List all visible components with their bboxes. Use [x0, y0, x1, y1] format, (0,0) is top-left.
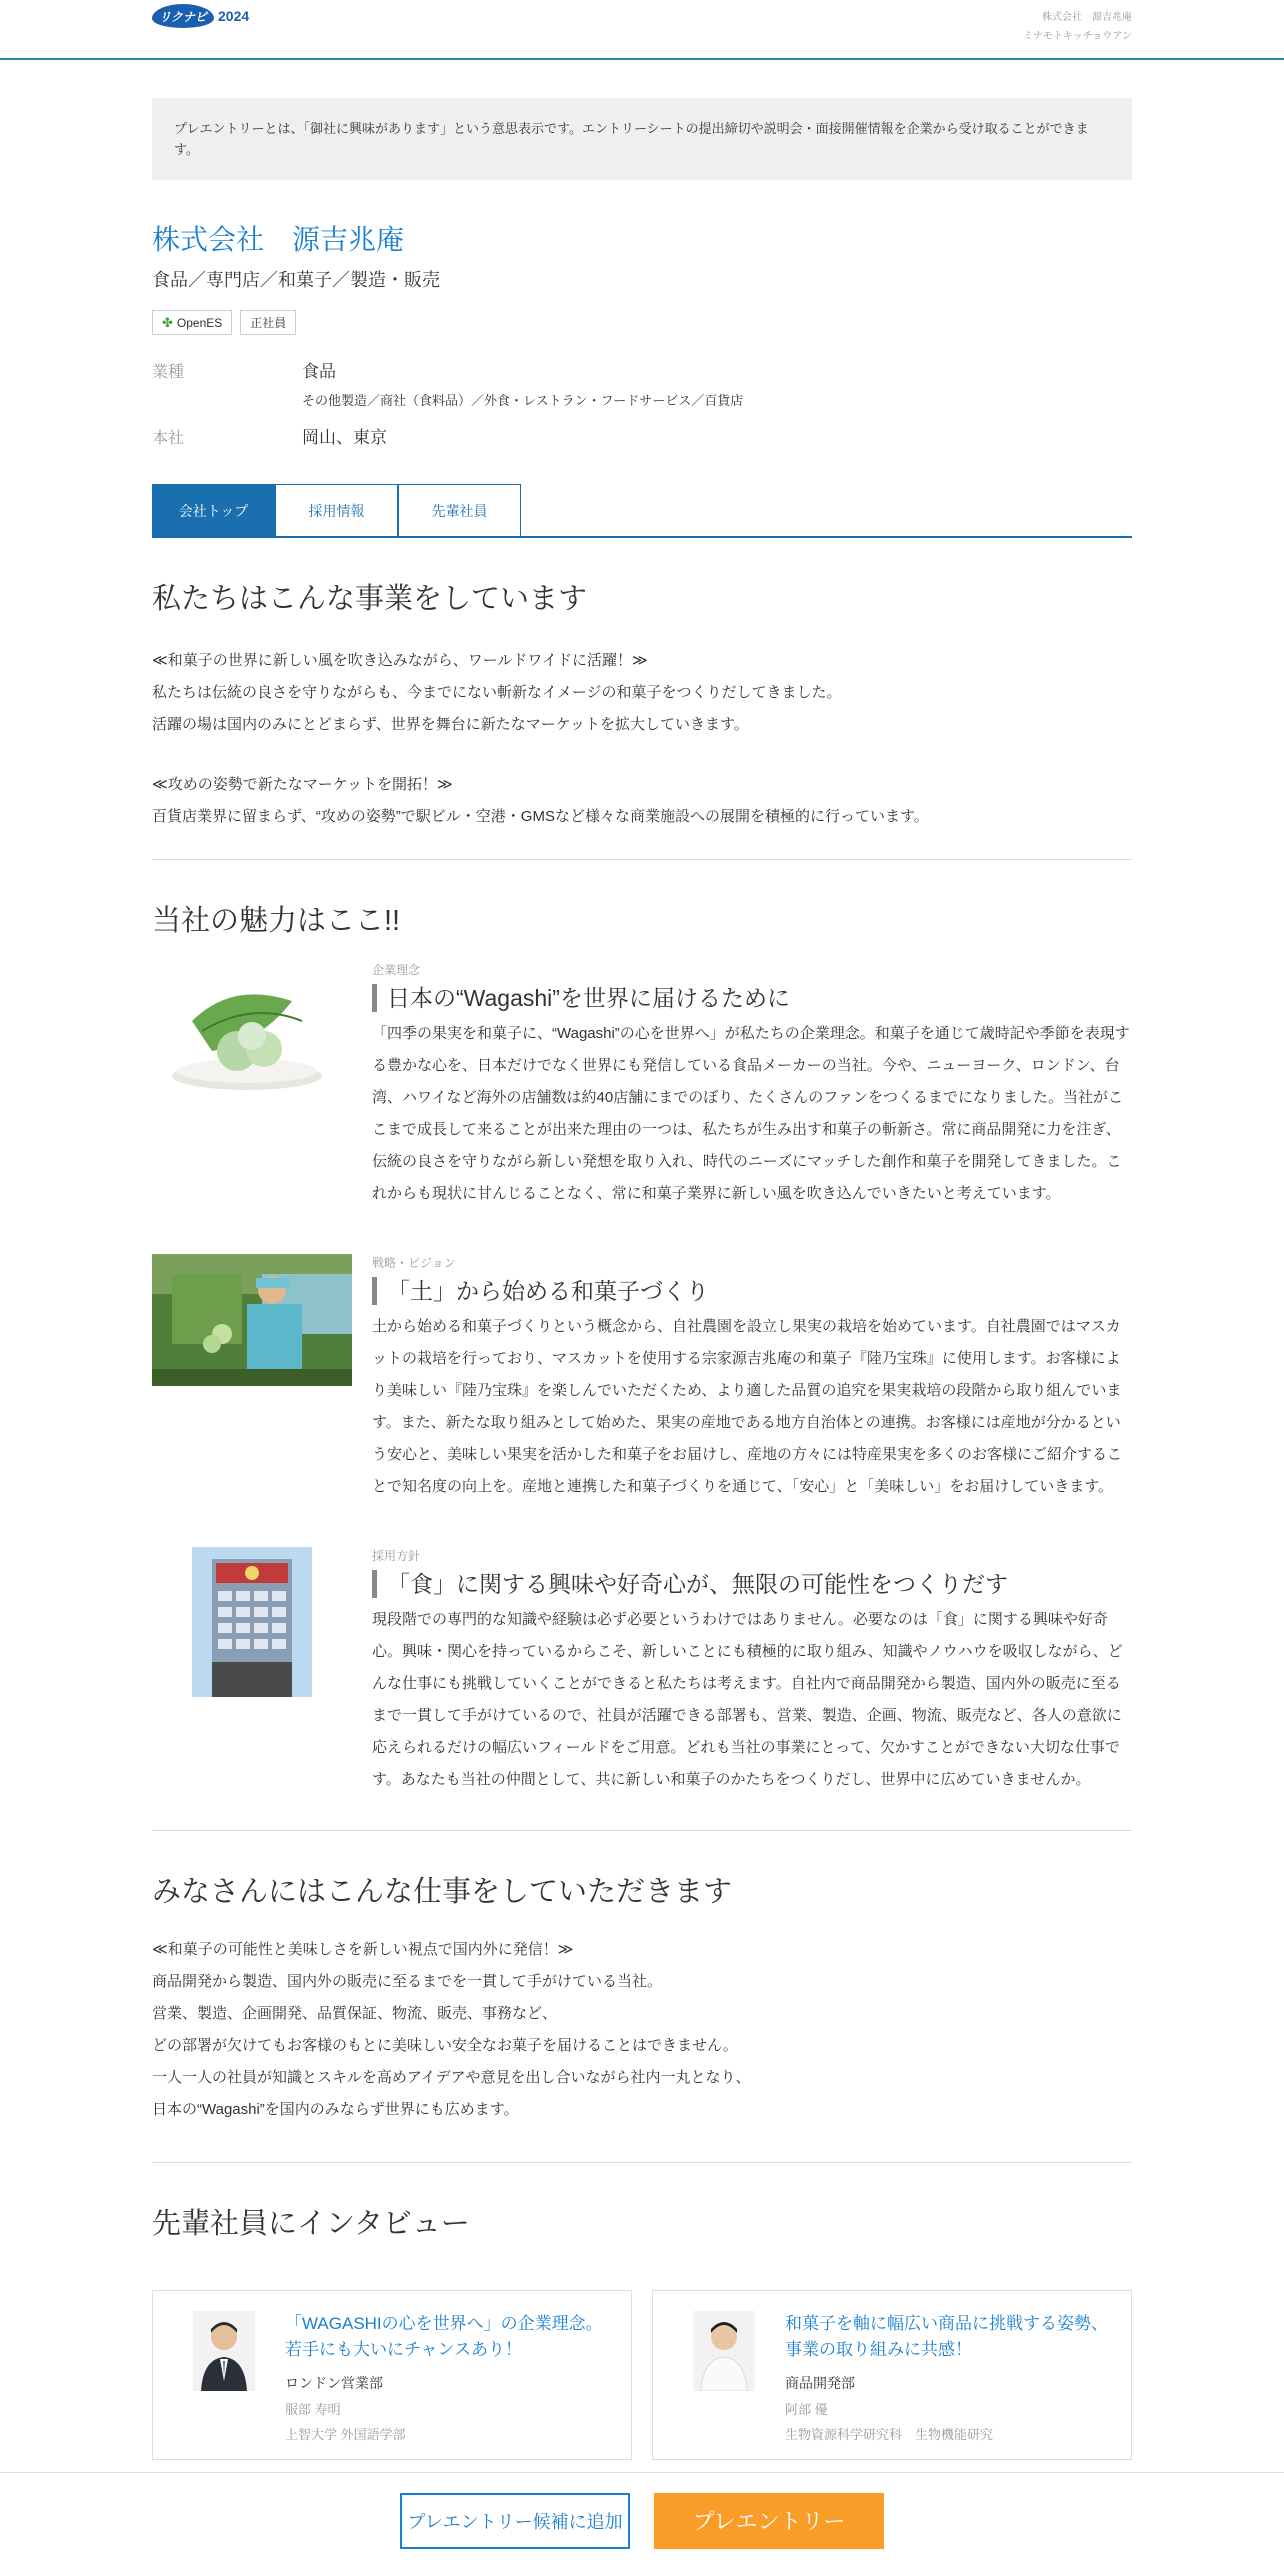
- tab-recruit-info[interactable]: 採用情報: [275, 484, 398, 536]
- interview-card[interactable]: [152, 2290, 632, 2460]
- divider: [152, 1830, 1132, 1831]
- feature-hiring: [152, 1547, 1132, 1796]
- clover-icon: ✤: [162, 314, 173, 330]
- preentry-button[interactable]: プレエントリー: [654, 2493, 884, 2549]
- industry-row: [152, 357, 1132, 409]
- rikunabi-logo[interactable]: [152, 4, 249, 28]
- divider: [152, 2162, 1132, 2163]
- header-company-kana: ミナモトキッチョウアン: [1022, 31, 1132, 42]
- employee-dept: ロンドン営業部: [285, 2375, 383, 2391]
- tab-company-top[interactable]: 会社トップ: [152, 484, 275, 536]
- industry-main: 食品: [302, 362, 336, 381]
- feature-text: 現段階での専門的な知識や経験は必ず必要というわけではありません。必要なのは「食」に関する興味や好奇心。興味・関心を持っているからこそ、新しいことにも積極的に取り組み、知識やノウハウを吸収しながら、どんな仕事にも挑戦していくことができると私たちは考えます。自社内で商品開発から製造、国内外の販売に至るまで一貫して手がけているので、社員が活躍できる部署も、営業、製造、企画、物流、販売など、各人の意欲に応えられるだけの幅広いフィールドをご用意。どれも当社の事業にとって、欠かすことができない大切な仕事です。あなたも当社の仲間として、共に新しい和菓子のかたちをつくりだし、世界中に広めていきませんか。: [372, 1611, 1123, 1788]
- text-line: 営業、製造、企画開発、品質保証、物流、販売、事務など、: [152, 2005, 558, 2022]
- interview-list: [152, 2290, 1132, 2460]
- interview-title-link[interactable]: 「WAGASHIの心を世界へ」の企業理念。若手にも大いにチャンスあり！: [285, 2314, 603, 2359]
- feature-category: 企業理念: [372, 963, 421, 977]
- preentry-notice: プレエントリーとは、「御社に興味があります」という意思表示です。エントリーシートの提出締切や説明会・面接開催情報を企業から受け取ることができます。: [152, 98, 1132, 180]
- text-line: 活躍の場は国内のみにとどまらず、世界を舞台に新たなマーケットを拡大していきます。: [152, 716, 749, 733]
- employee-photo: [193, 2311, 255, 2391]
- text-line: ≪和菓子の可能性と美味しさを新しい視点で国内外に発信！≫: [152, 1941, 574, 1958]
- tab-senior-staff[interactable]: 先輩社員: [398, 484, 521, 536]
- text-line: 百貨店業界に留まらず、“攻めの姿勢”で駅ビル・空港・GMSなど様々な商業施設への展開を積極的に行っています。: [152, 808, 929, 825]
- text-line: どの部署が欠けてもお客様のもとに美味しい安全なお菓子を届けることはできません。: [152, 2037, 738, 2054]
- text-line: 一人一人の社員が知識とスキルを高めアイデアや意見を出し合いながら社内一丸となり、: [152, 2069, 751, 2086]
- hq-row: [152, 423, 1132, 448]
- interview-card[interactable]: [652, 2290, 1132, 2460]
- building-image: [152, 1547, 352, 1796]
- employee-dept: 商品開発部: [785, 2375, 855, 2391]
- interview-title-link[interactable]: 和菓子を軸に幅広い商品に挑戦する姿勢、事業の取り組みに共感！: [785, 2314, 1108, 2359]
- feature-title: 日本の“Wagashi”を世界に届けるために: [372, 984, 1132, 1012]
- business-para-2: [152, 769, 1132, 833]
- header-company-name: 株式会社 源吉兆庵: [1042, 12, 1132, 23]
- sticky-action-bar: [0, 2472, 1284, 2568]
- industry-label: 業種: [152, 364, 185, 381]
- work-para: [152, 1934, 1132, 2126]
- business-para-1: [152, 645, 1132, 741]
- text-line: ≪和菓子の世界に新しい風を吹き込みながら、ワールドワイドに活躍！≫: [152, 652, 648, 669]
- badge-list: [152, 310, 1132, 335]
- appeal-title: 当社の魅力はここ!!: [152, 905, 401, 937]
- feature-title: 「食」に関する興味や好奇心が、無限の可能性をつくりだす: [372, 1570, 1132, 1598]
- business-title: 私たちはこんな事業をしています: [152, 583, 588, 615]
- text-line: 日本の“Wagashi”を国内のみならず世界にも広めます。: [152, 2101, 519, 2118]
- company-subtitle: 食品／専門店／和菓子／製造・販売: [152, 270, 440, 290]
- employee-school: 上智大学 外国語学部: [285, 2427, 406, 2442]
- feature-philosophy: [152, 961, 1132, 1210]
- employee-name: 服部 寿明: [285, 2402, 341, 2417]
- feature-title: 「土」から始める和菓子づくり: [372, 1277, 1132, 1305]
- add-candidate-button[interactable]: プレエントリー候補に追加: [400, 2493, 630, 2549]
- industry-sub: その他製造／商社（食料品）／外食・レストラン・フードサービス／百貨店: [302, 393, 744, 408]
- employment-badge: [240, 310, 296, 335]
- openes-badge: [152, 310, 232, 335]
- text-line: 私たちは伝統の良さを守りながらも、今までにない斬新なイメージの和菓子をつくりだしてきました。: [152, 684, 842, 701]
- divider: [152, 859, 1132, 860]
- badge-label: 正社員: [250, 316, 287, 330]
- farm-image: [152, 1254, 352, 1503]
- company-tabs: [152, 484, 1132, 538]
- feature-text: 「四季の果実を和菓子に、“Wagashi”の心を世界へ」が私たちの企業理念。和菓子を通じて歳時記や季節を表現する豊かな心を、日本だけでなく世界にも発信している食品メーカーの当社。今や、ニューヨーク、ロンドン、台湾、ハワイなど海外の店舗数は約40店舗にまでのぼり、たくさんのファンをつくるまでになりました。当社がここまで成長して来ることが出来た理由の一つは、私たちが生み出す和菓子の斬新さ。常に商品開発に力を注ぎ、伝統の良さを守りながら新しい発想を取り入れ、時代のニーズにマッチした創作和菓子を開発してきました。これからも現状に甘んじることなく、常に和菓子業界に新しい風を吹き込んでいきたいと考えています。: [372, 1025, 1130, 1202]
- logo-year: 2024: [218, 8, 250, 24]
- text-line: ≪攻めの姿勢で新たなマーケットを開拓！≫: [152, 776, 453, 793]
- work-title: みなさんにはこんな仕事をしていただきます: [152, 1876, 733, 1908]
- main-content: [152, 98, 1132, 2460]
- hq-label: 本社: [152, 430, 185, 447]
- employee-photo: [693, 2311, 755, 2391]
- company-name: 株式会社 源吉兆庵: [152, 224, 405, 255]
- feature-category: 採用方針: [372, 1549, 421, 1563]
- feature-text: 土から始める和菓子づくりという概念から、自社農園を設立し果実の栽培を始めています。自社農園ではマスカットの栽培を行っており、マスカットを使用する宗家源吉兆庵の和菓子『陸乃宝珠』に使用します。お客様により美味しい『陸乃宝珠』を楽しんでいただくため、より適した品質の追究を果実栽培の段階から取り組んでいます。また、新たな取り組みとして始めた、果実の産地である地方自治体との連携。お客様には産地が分かるという安心と、美味しい果実を活かした和菓子をお届けし、産地の方々には特産果実を多くのお客様にご紹介することで知名度の向上を。産地と連携した和菓子づくりを通じて、「安心」と「美味しい」をお届けしていきます。: [372, 1318, 1123, 1495]
- text-line: 商品開発から製造、国内外の販売に至るまでを一貫して手がけている当社。: [152, 1973, 663, 1990]
- interview-title: 先輩社員にインタビュー: [152, 2208, 470, 2240]
- logo-mark: リクナビ: [152, 4, 214, 28]
- wagashi-image: [152, 961, 352, 1210]
- employee-school: 生物資源科学研究科 生物機能研究: [785, 2427, 994, 2442]
- company-info: [152, 357, 1132, 448]
- employee-name: 阿部 優: [785, 2402, 828, 2417]
- site-header: [0, 0, 1284, 60]
- hq-value: 岡山、東京: [302, 428, 387, 447]
- badge-label: OpenES: [176, 315, 223, 330]
- feature-category: 戦略・ビジョン: [372, 1256, 456, 1270]
- feature-vision: [152, 1254, 1132, 1503]
- header-company: [1023, 8, 1132, 46]
